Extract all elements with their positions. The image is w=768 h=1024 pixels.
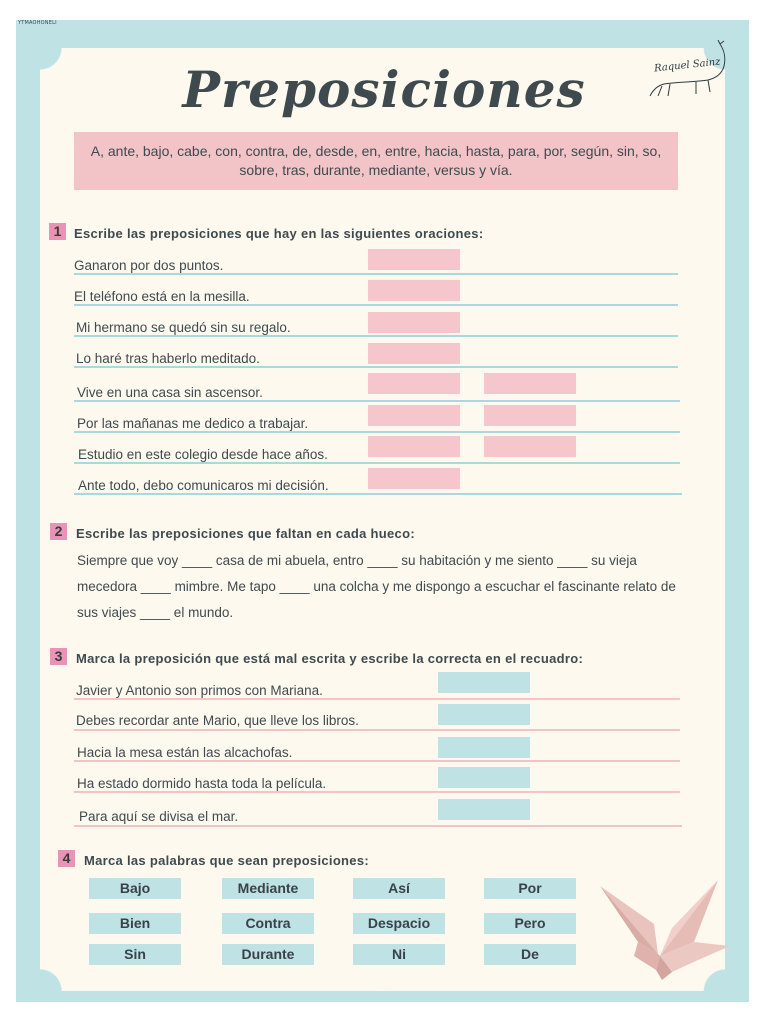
s3-answer-box[interactable]	[438, 704, 530, 725]
word-option[interactable]: De	[484, 944, 576, 965]
s3-sentence: Ha estado dormido hasta toda la película.	[77, 776, 327, 791]
s3-line	[74, 729, 680, 731]
s1-sentence: Por las mañanas me dedico a trabajar.	[77, 416, 309, 431]
s1-line	[74, 304, 678, 306]
section-4-title: Marca las palabras que sean preposiciones:	[84, 853, 369, 868]
worksheet-title: Preposiciones	[182, 60, 586, 119]
s1-answer-box[interactable]	[368, 373, 460, 394]
s3-line	[74, 791, 680, 793]
s3-line	[74, 825, 682, 827]
word-option[interactable]: Ni	[353, 944, 445, 965]
s3-sentence: Para aquí se divisa el mar.	[79, 809, 239, 824]
word-option[interactable]: Durante	[222, 944, 314, 965]
word-option[interactable]: Contra	[222, 913, 314, 934]
s3-answer-box[interactable]	[438, 767, 530, 788]
s1-answer-box[interactable]	[484, 436, 576, 457]
s1-answer-box[interactable]	[368, 312, 460, 333]
s3-line	[74, 760, 680, 762]
word-option[interactable]: Bajo	[89, 878, 181, 899]
s1-line	[74, 273, 678, 275]
s1-sentence: El teléfono está en la mesilla.	[74, 289, 250, 304]
prepositions-list: A, ante, bajo, cabe, con, contra, de, desde, en, entre, hacia, hasta, para, por, según, sin, so, sobre, tras, durante, mediante, versus y vía.	[74, 132, 678, 190]
s3-answer-box[interactable]	[438, 799, 530, 820]
s1-line	[74, 462, 680, 464]
s1-answer-box[interactable]	[368, 468, 460, 489]
brand-tag: YTMAOHONELI	[18, 20, 57, 26]
section-1-title: Escribe las preposiciones que hay en las siguientes oraciones:	[74, 226, 484, 241]
s1-line	[74, 366, 678, 368]
section-4-number: 4	[58, 850, 75, 867]
word-option[interactable]: Por	[484, 878, 576, 899]
s1-sentence: Ante todo, debo comunicaros mi decisión.	[78, 478, 329, 493]
word-option[interactable]: Así	[353, 878, 445, 899]
s1-line	[74, 335, 678, 337]
word-option[interactable]: Sin	[89, 944, 181, 965]
section-3-title: Marca la preposición que está mal escrita y escribe la correcta en el recuadro:	[76, 651, 584, 666]
s1-sentence: Lo haré tras haberlo meditado.	[76, 351, 260, 366]
word-option[interactable]: Despacio	[353, 913, 445, 934]
section-2-number: 2	[50, 523, 67, 540]
s1-sentence: Mi hermano se quedó sin su regalo.	[76, 320, 291, 335]
paper-crane-illustration	[598, 872, 738, 982]
s1-answer-box[interactable]	[368, 343, 460, 364]
s3-line	[74, 698, 680, 700]
s3-answer-box[interactable]	[438, 672, 530, 693]
s1-sentence: Estudio en este colegio desde hace años.	[78, 447, 328, 462]
s3-sentence: Javier y Antonio son primos con Mariana.	[76, 683, 323, 698]
s1-answer-box[interactable]	[484, 373, 576, 394]
word-option[interactable]: Pero	[484, 913, 576, 934]
s3-answer-box[interactable]	[438, 737, 530, 758]
s1-sentence: Vive en una casa sin ascensor.	[77, 385, 263, 400]
s1-answer-box[interactable]	[368, 280, 460, 301]
s1-sentence: Ganaron por dos puntos.	[74, 258, 224, 273]
s1-line	[74, 431, 680, 433]
section-3-number: 3	[50, 648, 67, 665]
s1-line	[74, 493, 682, 495]
signature-text: Raquel Sainz	[653, 56, 721, 75]
s1-answer-box[interactable]	[484, 405, 576, 426]
fill-in-paragraph: Siempre que voy ____ casa de mi abuela, entro ____ su habitación y me siento ____ su vieja mecedora ____ mimbre. Me tapo ____ una colcha y me dispongo a escuchar el fascinante relato de sus viajes ____ el mundo.	[77, 553, 676, 620]
s1-answer-box[interactable]	[368, 405, 460, 426]
s1-line	[74, 400, 680, 402]
word-option[interactable]: Mediante	[222, 878, 314, 899]
s3-sentence: Debes recordar ante Mario, que lleve los libros.	[76, 713, 359, 728]
word-option[interactable]: Bien	[89, 913, 181, 934]
s3-sentence: Hacia la mesa están las alcachofas.	[77, 745, 293, 760]
section-2-title: Escribe las preposiciones que faltan en cada hueco:	[76, 526, 415, 541]
s1-answer-box[interactable]	[368, 249, 460, 270]
s1-answer-box[interactable]	[368, 436, 460, 457]
section-1-number: 1	[49, 223, 66, 240]
